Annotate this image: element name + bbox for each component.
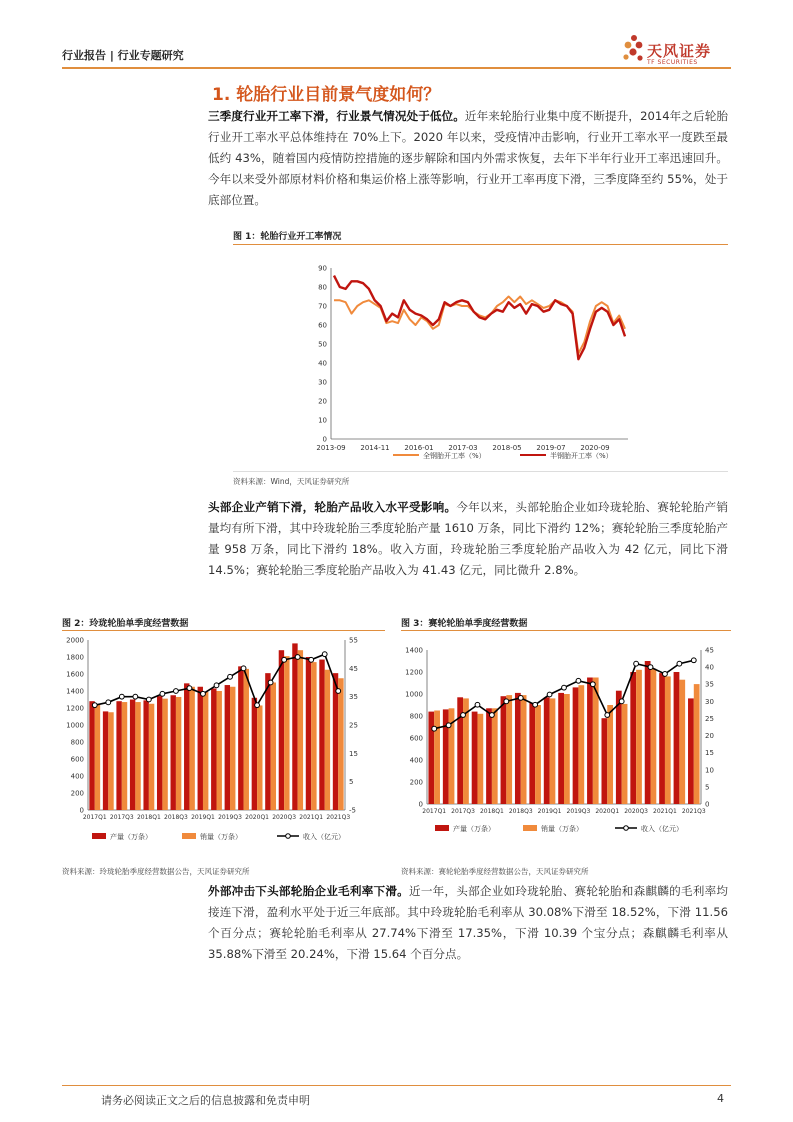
y-left-tick-label: 1200 xyxy=(66,704,84,713)
paragraph-lead: 外部冲击下头部轮胎企业毛利率下滑。 xyxy=(208,884,409,898)
bar-production xyxy=(573,687,579,804)
bar-sales xyxy=(311,662,316,810)
legend-label: 销量（万条） xyxy=(200,833,242,841)
y-tick-label: 60 xyxy=(318,321,327,330)
legend-label: 半钢胎开工率（%） xyxy=(550,452,613,460)
x-tick-label: 2019Q1 xyxy=(537,808,562,815)
y-right-tick-label: 35 xyxy=(349,693,358,702)
y-left-tick-label: 2000 xyxy=(66,636,84,645)
bar-sales xyxy=(607,705,613,804)
bar-production xyxy=(143,700,148,810)
revenue-point xyxy=(268,680,273,685)
bar-sales xyxy=(271,683,276,811)
bar-sales xyxy=(230,687,235,810)
figure-2-source: 资料来源：玲珑轮胎季度经营数据公告，天风证券研究所 xyxy=(62,867,250,876)
bar-production xyxy=(319,660,324,810)
bar-sales xyxy=(434,711,440,805)
legend-marker-revenue xyxy=(624,826,629,831)
bar-production xyxy=(659,673,665,804)
bar-production xyxy=(544,697,550,804)
legend-label: 销量（万条） xyxy=(541,825,583,833)
revenue-point xyxy=(119,694,124,699)
bar-sales xyxy=(149,704,154,810)
paragraph-body: 近年来轮胎行业集中度不断提升，2014年之后轮胎行业开工率水平总体维持在 70%上下。2020 年以来，受疫情冲击影响，行业开工率水平一度跌至最低约 43%，随着国内疫情防控措施的逐步解除和国内外需求恢复，去年下半年行业开工率迅速回升。今年以来受外部原材料价格和集运价格上涨等影响，行业开工率再度下滑，三季度降至约 55%，处于底部位置。 xyxy=(208,109,728,207)
revenue-point xyxy=(187,686,192,691)
revenue-point xyxy=(92,703,97,708)
revenue-point xyxy=(533,702,538,707)
legend-swatch-sales xyxy=(182,833,196,839)
x-tick-label: 2021Q1 xyxy=(653,808,677,815)
bar-production xyxy=(630,672,636,804)
bar-production xyxy=(587,678,593,805)
x-tick-label: 2020Q3 xyxy=(624,808,649,815)
bar-production xyxy=(501,696,507,804)
y-right-tick-label: 0 xyxy=(705,800,710,809)
bar-production xyxy=(279,650,284,810)
legend-label: 收入（亿元） xyxy=(303,833,345,841)
y-left-tick-label: 200 xyxy=(70,789,84,798)
legend-label: 全钢胎开工率（%） xyxy=(423,452,486,460)
revenue-point xyxy=(295,655,300,660)
revenue-point xyxy=(160,691,165,696)
y-tick-label: 50 xyxy=(318,340,327,349)
x-tick-label: 2018-05 xyxy=(492,444,522,452)
x-tick-label: 2013-09 xyxy=(316,444,346,452)
bar-production xyxy=(198,687,203,810)
footer-disclaimer: 请务必阅读正文之后的信息披露和免责申明 xyxy=(101,1094,310,1107)
x-tick-label: 2019-07 xyxy=(536,444,566,452)
bar-sales xyxy=(492,708,498,804)
y-left-tick-label: 0 xyxy=(418,800,423,809)
y-tick-label: 0 xyxy=(322,435,327,444)
bar-sales xyxy=(651,669,657,804)
bar-sales xyxy=(217,691,222,810)
figure-3-source: 资料来源：赛轮轮胎季度经营数据公告，天风证券研究所 xyxy=(401,867,589,876)
revenue-point xyxy=(228,674,233,679)
paragraph-body: 今年以来，头部轮胎企业如玲珑轮胎、赛轮轮胎产销量均有所下滑，其中玲珑轮胎三季度轮胎产量 1610 万条，同比下滑约 12%；赛轮轮胎三季度轮胎产量 958 万条，同比下滑约 18%。收入方面，玲珑轮胎三季度轮胎产品收入为 42 亿元，同比下滑 14.5%；赛轮轮胎三季度轮胎产品收入为 41.43 亿元，同比微升 2.8%。 xyxy=(208,500,728,577)
revenue-point xyxy=(432,726,437,731)
y-right-tick-label: 5 xyxy=(705,783,710,792)
brand-logo-subtitle: TF SECURITIES xyxy=(647,59,698,66)
bar-production xyxy=(116,701,121,810)
page-number: 4 xyxy=(717,1092,724,1105)
bar-sales xyxy=(162,699,167,810)
x-tick-label: 2017Q3 xyxy=(109,814,134,821)
revenue-point xyxy=(619,699,624,704)
figure-3-divider xyxy=(401,630,731,631)
report-header-label: 行业报告 | 行业专题研究 xyxy=(62,49,184,62)
bar-sales xyxy=(189,687,194,810)
bar-production xyxy=(292,643,297,810)
bar-sales xyxy=(176,697,181,810)
revenue-point xyxy=(663,672,668,677)
x-tick-label: 2018Q1 xyxy=(136,814,161,821)
bar-production xyxy=(558,693,564,804)
figure-1-source: 资料来源：Wind，天风证券研究所 xyxy=(233,477,350,486)
bar-production xyxy=(103,711,108,810)
revenue-point xyxy=(309,657,314,662)
y-left-tick-label: 800 xyxy=(409,712,423,721)
paragraph-lead: 三季度行业开工率下滑，行业景气情况处于低位。 xyxy=(208,109,465,123)
section-title: 1. 轮胎行业目前景气度如何？ xyxy=(212,85,441,105)
y-right-tick-label: 55 xyxy=(349,636,358,645)
x-tick-label: 2016-01 xyxy=(404,444,434,452)
x-tick-label: 2020Q1 xyxy=(245,814,269,821)
bar-production xyxy=(252,698,257,810)
x-tick-label: 2017Q1 xyxy=(422,808,447,815)
figure-1-bottom-divider xyxy=(233,471,728,472)
bar-sales xyxy=(135,702,140,810)
y-right-tick-label: 30 xyxy=(705,697,714,706)
bar-production xyxy=(130,700,135,811)
y-tick-label: 80 xyxy=(318,283,327,292)
revenue-point xyxy=(634,661,639,666)
x-tick-label: 2019Q3 xyxy=(566,808,591,815)
revenue-point xyxy=(241,666,246,671)
y-left-tick-label: 1000 xyxy=(405,690,423,699)
y-left-tick-label: 200 xyxy=(409,778,423,787)
bar-production xyxy=(486,708,492,804)
paragraph-sales xyxy=(208,497,728,581)
figure-2-divider xyxy=(62,630,385,631)
revenue-point xyxy=(336,689,341,694)
bar-sales xyxy=(108,712,113,810)
y-right-tick-label: 25 xyxy=(705,714,714,723)
legend-label: 产量（万条） xyxy=(453,825,495,833)
y-left-tick-label: 1000 xyxy=(66,721,84,730)
x-tick-label: 2017-03 xyxy=(448,444,478,452)
bar-production xyxy=(472,712,478,804)
y-tick-label: 90 xyxy=(318,264,327,273)
bar-production xyxy=(616,691,622,804)
revenue-point xyxy=(648,665,653,670)
figure-1-title: 图 1：轮胎行业开工率情况 xyxy=(233,232,342,242)
revenue-point xyxy=(489,713,494,718)
header-divider xyxy=(62,67,731,69)
x-tick-label: 2019Q1 xyxy=(191,814,215,821)
x-tick-label: 2020Q3 xyxy=(272,814,297,821)
bar-sales xyxy=(506,695,512,804)
bar-production xyxy=(157,696,162,810)
brand-logo-name: 天风证券 xyxy=(647,42,712,60)
y-left-tick-label: 1200 xyxy=(405,668,423,677)
revenue-point xyxy=(255,703,260,708)
y-tick-label: 10 xyxy=(318,416,327,425)
legend-marker-revenue xyxy=(286,834,291,839)
revenue-point xyxy=(133,694,138,699)
y-right-tick-label: 20 xyxy=(705,732,714,741)
bar-sales xyxy=(95,704,100,810)
legend-label: 收入（亿元） xyxy=(641,825,683,833)
bar-sales xyxy=(578,685,584,804)
brand-logo-icon xyxy=(620,33,646,63)
x-tick-label: 2017Q3 xyxy=(451,808,475,815)
figure-3-title: 图 3：赛轮轮胎单季度经营数据 xyxy=(401,619,528,629)
legend-swatch-production xyxy=(92,833,106,839)
revenue-point xyxy=(677,661,682,666)
bar-production xyxy=(89,701,94,810)
bar-sales xyxy=(665,676,671,804)
footer-divider xyxy=(62,1085,731,1086)
y-right-tick-label: 15 xyxy=(705,749,714,758)
bar-sales xyxy=(521,695,527,804)
figure-2-chart xyxy=(62,632,385,857)
revenue-point xyxy=(590,682,595,687)
revenue-point xyxy=(446,723,451,728)
bar-production xyxy=(645,661,651,804)
x-tick-label: 2018Q1 xyxy=(479,808,504,815)
revenue-point xyxy=(146,697,151,702)
bar-production xyxy=(529,703,535,804)
revenue-point xyxy=(174,689,179,694)
y-right-tick-label: 15 xyxy=(349,749,358,758)
revenue-point xyxy=(322,652,327,657)
y-left-tick-label: 1400 xyxy=(405,646,423,655)
revenue-point xyxy=(106,700,111,705)
y-left-tick-label: 400 xyxy=(409,756,423,765)
bar-sales xyxy=(122,702,127,810)
y-right-tick-label: 40 xyxy=(705,663,714,672)
revenue-point xyxy=(518,696,523,701)
bar-sales xyxy=(284,656,289,810)
x-tick-label: 2021Q3 xyxy=(326,814,351,821)
y-tick-label: 70 xyxy=(318,302,327,311)
bar-sales xyxy=(679,680,685,804)
revenue-point xyxy=(475,702,480,707)
bar-sales xyxy=(694,684,700,804)
revenue-point xyxy=(576,678,581,683)
revenue-point xyxy=(562,685,567,690)
y-right-tick-label: 45 xyxy=(349,664,358,673)
bar-production xyxy=(184,683,189,810)
revenue-point xyxy=(547,692,552,697)
series-line-all-steel xyxy=(334,297,625,354)
bar-production xyxy=(225,685,230,810)
bar-production xyxy=(306,657,311,810)
bar-production xyxy=(515,693,521,804)
bar-sales xyxy=(564,694,570,804)
x-tick-label: 2021Q3 xyxy=(681,808,706,815)
figure-2-title: 图 2：玲珑轮胎单季度经营数据 xyxy=(62,619,189,629)
x-tick-label: 2014-11 xyxy=(360,444,390,452)
bar-sales xyxy=(203,692,208,810)
y-left-tick-label: 1400 xyxy=(66,687,84,696)
y-left-tick-label: 600 xyxy=(70,755,84,764)
y-right-tick-label: 35 xyxy=(705,680,714,689)
y-right-tick-label: 25 xyxy=(349,721,358,730)
x-tick-label: 2017Q1 xyxy=(82,814,107,821)
bar-sales xyxy=(550,698,556,804)
y-left-tick-label: 600 xyxy=(409,734,423,743)
bar-sales xyxy=(298,650,303,810)
bar-production xyxy=(428,712,434,804)
legend-swatch-production xyxy=(435,825,449,831)
y-right-tick-label: 10 xyxy=(705,766,714,775)
bar-production xyxy=(171,695,176,810)
revenue-point xyxy=(461,713,466,718)
x-tick-label: 2018Q3 xyxy=(164,814,188,821)
figure-3-chart xyxy=(401,632,731,857)
bar-sales xyxy=(636,670,642,804)
x-tick-label: 2021Q1 xyxy=(299,814,324,821)
y-tick-label: 20 xyxy=(318,397,327,406)
legend-label: 产量（万条） xyxy=(110,833,152,841)
y-right-tick-label: 5 xyxy=(349,778,354,787)
bar-production xyxy=(674,672,680,804)
legend-swatch-sales xyxy=(523,825,537,831)
bar-sales xyxy=(338,678,343,810)
y-tick-label: 40 xyxy=(318,359,327,368)
y-left-tick-label: 800 xyxy=(70,738,84,747)
bar-production xyxy=(238,666,243,810)
y-tick-label: 30 xyxy=(318,378,327,387)
x-tick-label: 2020Q1 xyxy=(595,808,620,815)
bar-sales xyxy=(325,670,330,810)
revenue-point xyxy=(691,658,696,663)
paragraph-body: 近一年，头部企业如玲珑轮胎、赛轮轮胎和森麒麟的毛利率均接连下滑，盈利水平处于近三年底部。其中玲珑轮胎毛利率从 30.08%下滑至 18.52%，下滑 11.56 个百分点；赛轮轮胎毛利率从 27.74%下滑至 17.35%，下滑 10.39 个宝分点；森麒麟毛利率从 35.88%下滑至 20.24%，下滑 15.64 个百分点。 xyxy=(208,884,728,961)
y-left-tick-label: 0 xyxy=(79,806,84,815)
y-left-tick-label: 1800 xyxy=(66,653,84,662)
paragraph-operating-rate xyxy=(208,106,728,211)
revenue-point xyxy=(504,699,509,704)
paragraph-lead: 头部企业产销下滑，轮胎产品收入水平受影响。 xyxy=(208,500,457,514)
figure-1-chart xyxy=(233,248,728,466)
paragraph-margin xyxy=(208,881,728,965)
bar-production xyxy=(601,718,607,804)
revenue-point xyxy=(605,713,610,718)
bar-production xyxy=(211,688,216,810)
revenue-point xyxy=(201,691,206,696)
x-tick-label: 2018Q3 xyxy=(508,808,533,815)
revenue-point xyxy=(282,657,287,662)
bar-production xyxy=(688,698,694,804)
bar-sales xyxy=(244,669,249,810)
bar-production xyxy=(265,673,270,810)
y-right-tick-label: -5 xyxy=(349,806,356,815)
revenue-point xyxy=(214,683,219,688)
y-left-tick-label: 400 xyxy=(70,772,84,781)
y-left-tick-label: 1600 xyxy=(66,670,84,679)
bar-sales xyxy=(477,714,483,804)
x-tick-label: 2019Q3 xyxy=(218,814,242,821)
x-tick-label: 2020-09 xyxy=(580,444,610,452)
y-right-tick-label: 45 xyxy=(705,646,714,655)
bar-sales xyxy=(622,704,628,804)
figure-1-divider xyxy=(233,244,728,245)
bar-sales xyxy=(257,705,262,810)
bar-sales xyxy=(535,705,541,804)
